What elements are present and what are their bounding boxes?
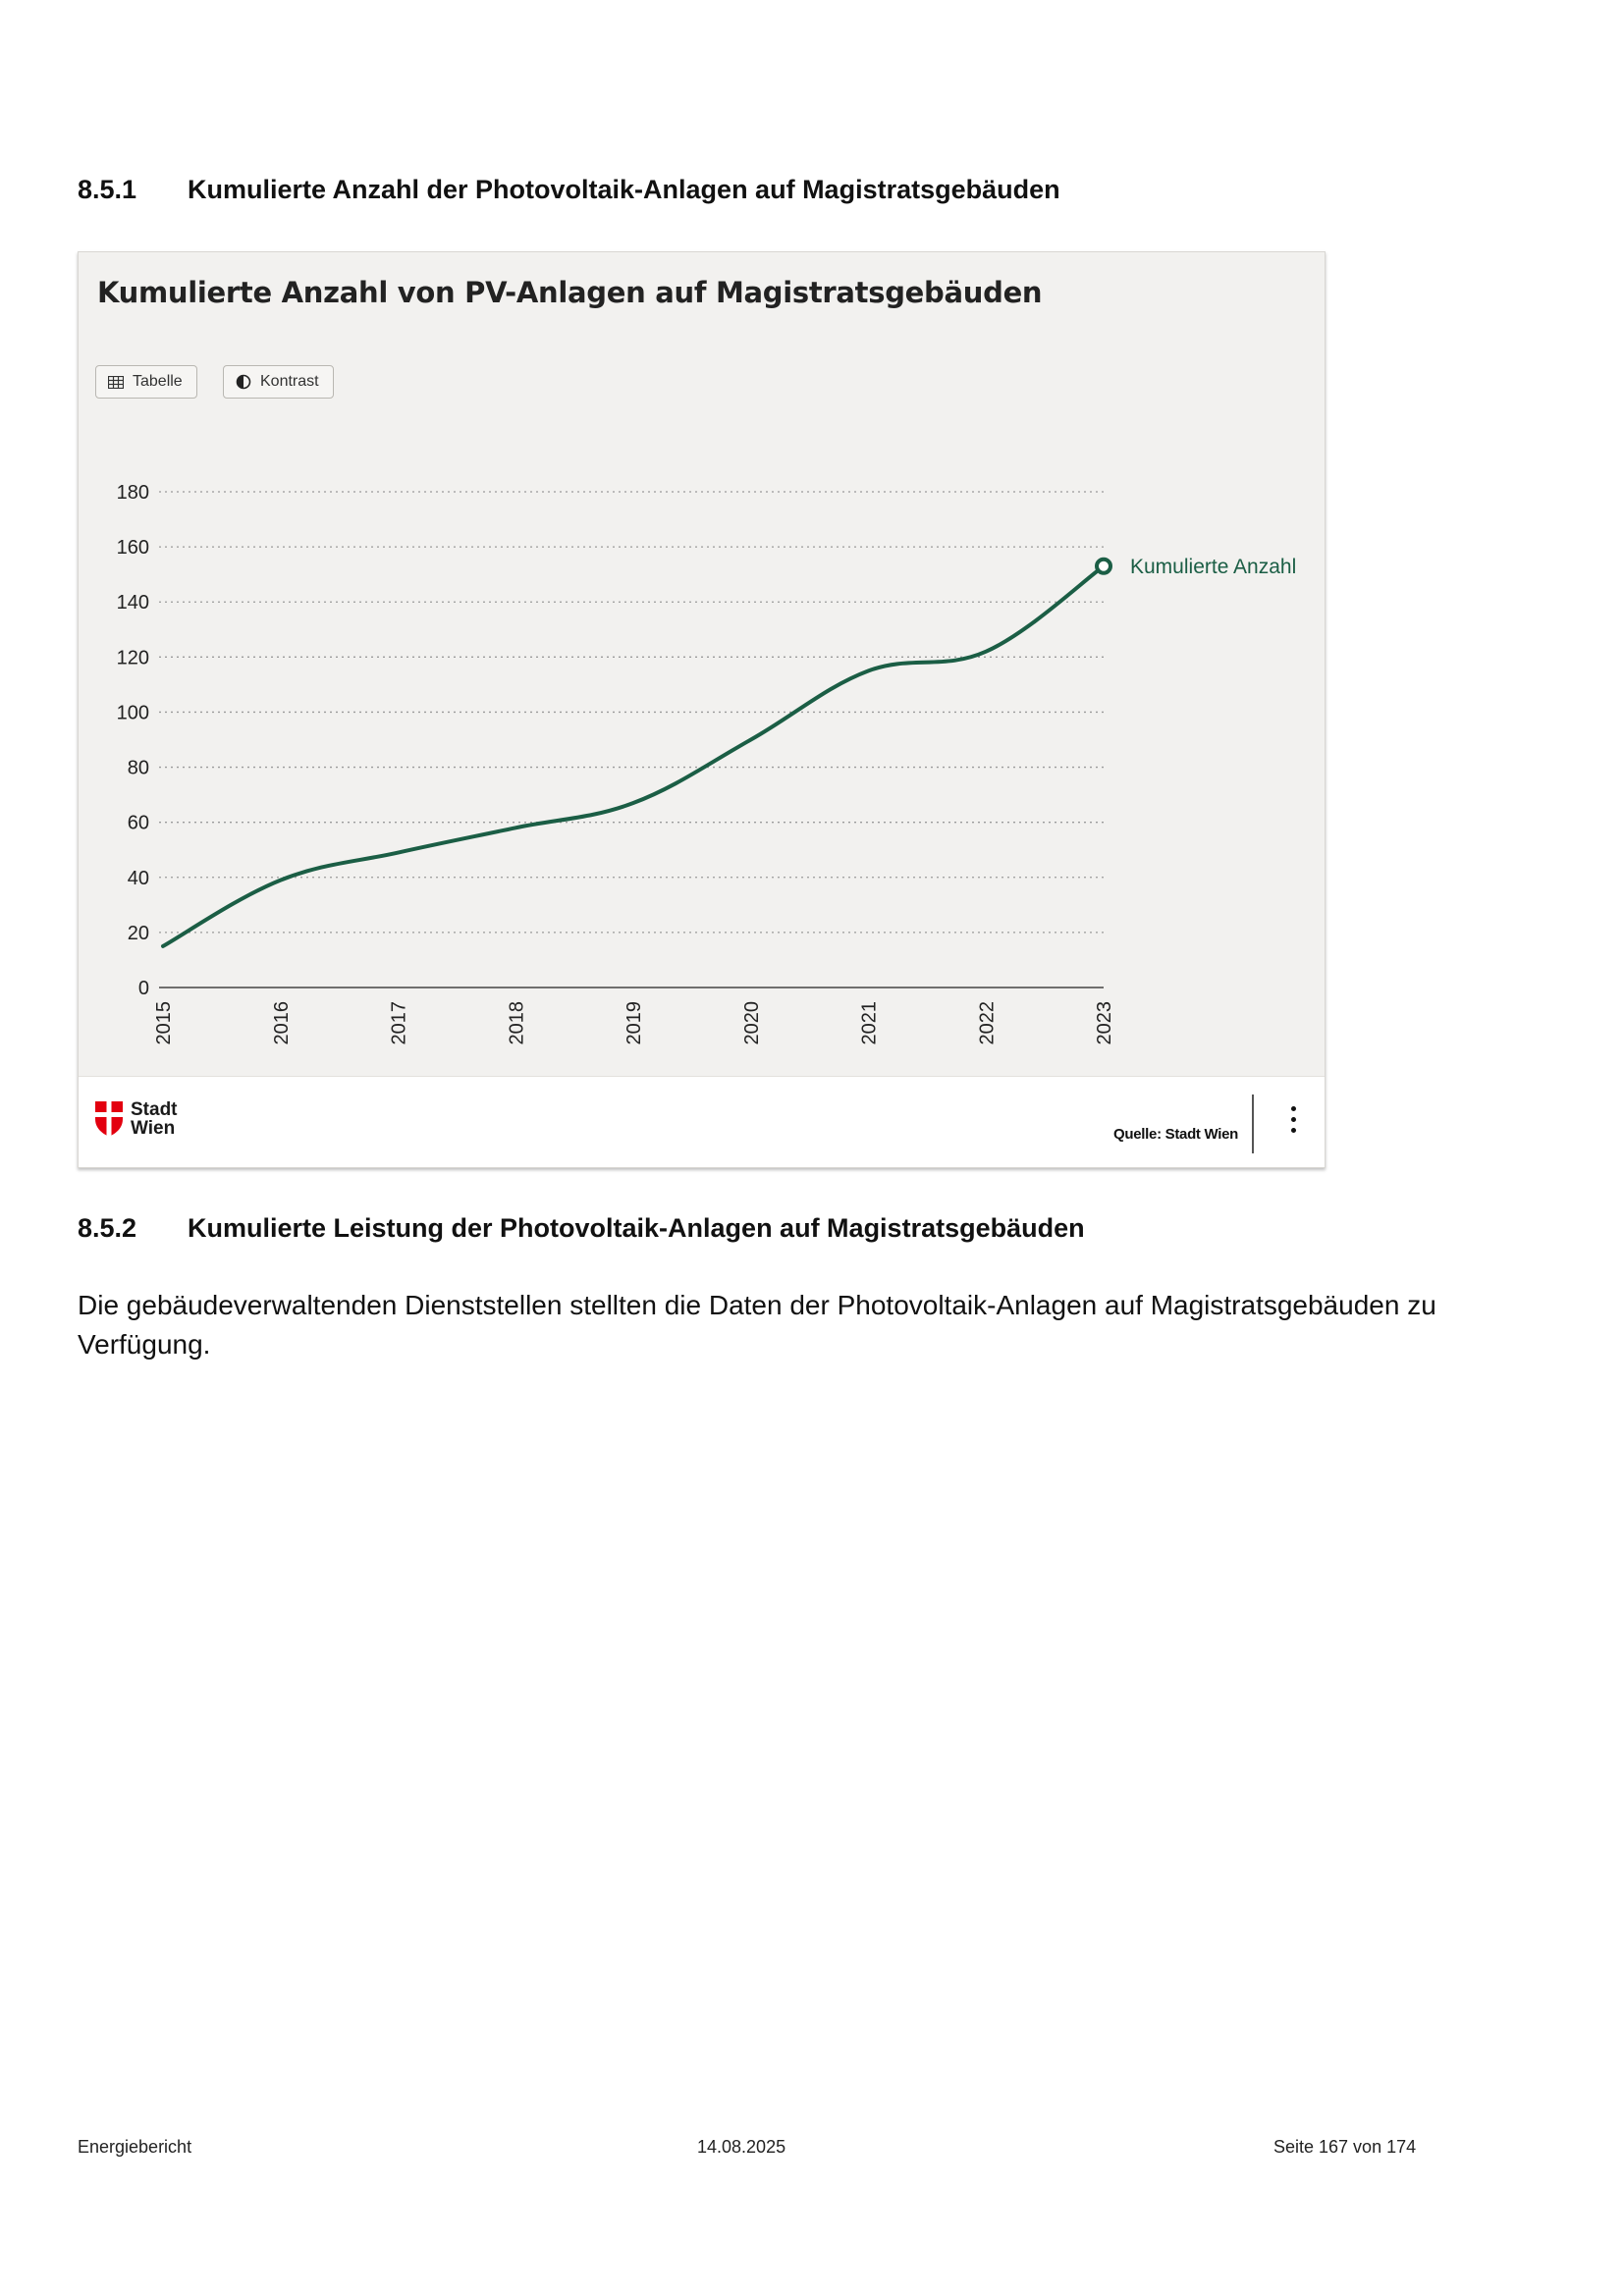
section-heading-8-5-1 (78, 175, 1060, 205)
series-end-marker (1097, 560, 1110, 573)
footer-date: 14.08.2025 (697, 2137, 786, 2157)
logo-line-1: Stadt (131, 1099, 178, 1120)
x-tick-label: 2015 (153, 1001, 175, 1045)
y-tick-label: 80 (127, 757, 149, 779)
contrast-button-label: Kontrast (260, 373, 319, 390)
footer-page-number: Seite 167 von 174 (1273, 2137, 1417, 2157)
x-tick-label: 2019 (623, 1001, 645, 1045)
x-tick-label: 2023 (1094, 1001, 1115, 1045)
y-tick-label: 20 (127, 922, 149, 944)
section-number: 8.5.2 (78, 1213, 137, 1243)
y-tick-label: 40 (127, 867, 149, 889)
line-chart (79, 252, 1325, 1077)
wien-shield-icon (95, 1101, 123, 1137)
section-title: Kumulierte Leistung der Photovoltaik-Anlagen auf Magistratsgebäuden (188, 1213, 1085, 1243)
x-tick-label: 2021 (858, 1001, 881, 1045)
chart-title: Kumulierte Anzahl von PV-Anlagen auf Magistratsgebäuden (97, 276, 1043, 309)
y-tick-label: 60 (127, 812, 149, 834)
footer-document-name: Energiebericht (78, 2137, 192, 2157)
y-tick-label: 180 (116, 482, 149, 504)
table-button-label: Tabelle (133, 373, 183, 390)
chart-card (78, 251, 1326, 1168)
y-tick-label: 100 (116, 702, 149, 724)
section-number: 8.5.1 (78, 175, 137, 204)
x-tick-label: 2022 (976, 1001, 999, 1045)
y-tick-label: 0 (137, 978, 149, 999)
chart-card-footer (79, 1076, 1325, 1167)
y-tick-label: 160 (116, 537, 149, 560)
section-title: Kumulierte Anzahl der Photovoltaik-Anlagen auf Magistratsgebäuden (188, 175, 1060, 204)
y-tick-label: 140 (116, 592, 149, 614)
kebab-menu-icon[interactable] (1283, 1100, 1303, 1144)
section-heading-8-5-2 (78, 1213, 1085, 1244)
chart-source: Quelle: Stadt Wien (1113, 1126, 1238, 1143)
series-label: Kumulierte Anzahl (1130, 555, 1297, 578)
stadt-wien-logo (95, 1100, 178, 1138)
logo-line-2: Wien (131, 1118, 176, 1139)
x-tick-label: 2017 (388, 1001, 410, 1045)
y-tick-label: 120 (116, 647, 149, 669)
x-tick-label: 2016 (270, 1001, 293, 1045)
x-tick-label: 2020 (740, 1001, 763, 1045)
footer-divider (1252, 1095, 1254, 1153)
series-line-kumulierte-anzahl (163, 566, 1104, 946)
body-paragraph: Die gebäudeverwaltenden Dienststellen stellten die Daten der Photovoltaik-Anlagen auf Magistratsgebäuden zu Verfügung. (78, 1290, 1436, 1360)
x-tick-label: 2018 (506, 1001, 528, 1045)
